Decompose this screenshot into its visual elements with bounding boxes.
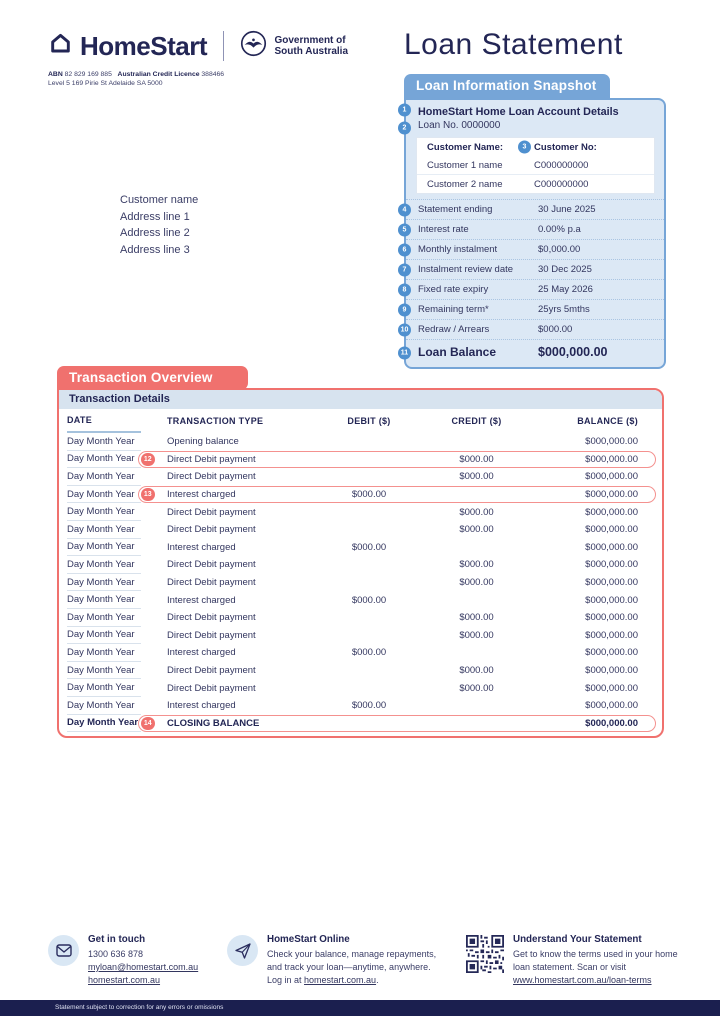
tx-credit: $000.00 [459,559,494,571]
tx-type: CLOSING BALANCE [167,717,260,729]
numbered-badge: 2 [398,121,411,134]
tx-date: Day Month Year [67,591,141,609]
tx-credit: $000.00 [459,629,494,641]
tx-date: Day Month Year [67,539,141,557]
tx-date: Day Month Year [67,486,141,504]
transaction-overview [57,366,664,738]
tx-date: Day Month Year [67,662,141,680]
field-label: Monthly instalment [418,244,498,255]
snapshot-panel [400,98,666,369]
table-row [59,451,662,469]
tx-date: Day Month Year [67,468,141,486]
column-header-credit: CREDIT ($) [451,416,502,426]
callout-badge: 13 [141,488,155,502]
sa-government-emblem-icon [240,30,267,62]
table-row [59,609,662,627]
transaction-overview-header: Transaction Overview [57,366,248,390]
customer-no: C000000000 [534,178,589,190]
tx-debit: $000.00 [351,700,387,712]
field-label: Redraw / Arrears [418,324,490,335]
tx-date: Day Month Year [67,433,141,451]
loan-information-snapshot [400,74,666,369]
snapshot-field-row [400,339,664,365]
contact-email-link[interactable]: myloan@homestart.com.au [88,962,199,972]
footer [0,933,720,999]
tx-credit: $000.00 [459,453,494,465]
callout-badge: 14 [141,717,155,731]
tx-date: Day Month Year [67,503,141,521]
customer-row [417,174,654,193]
numbered-badge: 4 [398,203,411,216]
tx-date: Day Month Year [67,451,141,469]
table-row [59,539,662,557]
table-row [59,521,662,539]
tx-balance: $000,000.00 [585,524,638,536]
page-title: Loan Statement [404,28,623,61]
tx-debit: $000.00 [351,594,387,606]
footer-understand [466,933,678,987]
table-row [59,715,662,733]
field-label: Instalment review date [418,264,514,275]
numbered-badge: 10 [398,323,411,336]
customer-table-header [417,138,654,156]
table-row [59,556,662,574]
table-header-row [59,409,662,433]
tx-credit: $000.00 [459,577,494,589]
gov-wordmark: Government of South Australia [274,34,349,57]
field-value: 25yrs 5mths [538,304,590,315]
online-line: Check your balance, manage repayments, [267,949,437,959]
tx-balance: $000,000.00 [585,647,638,659]
table-row [59,697,662,715]
abn-licence-line: ABN 82 829 169 885 Australian Credit Licence 388466 [48,71,225,78]
contact-heading: Get in touch [88,934,146,945]
brand-name: HomeStart [80,30,207,61]
envelope-icon [48,935,79,966]
recipient-name: Customer name [120,194,199,206]
tx-type: Direct Debit payment [167,471,256,483]
tx-type: Direct Debit payment [167,665,256,677]
recipient-address-line: Address line 1 [120,210,190,223]
tx-type: Opening balance [167,436,239,448]
callout-badge: 12 [141,453,155,467]
tx-date: Day Month Year [67,521,141,539]
snapshot-fields [400,199,664,365]
snapshot-header: Loan Information Snapshot [404,74,610,98]
numbered-badge: 1 [398,103,411,116]
field-value: $000.00 [538,324,573,335]
tx-date: Day Month Year [67,574,141,592]
customer-name: Customer 1 name [427,159,503,171]
field-value: 30 Dec 2025 [538,264,592,275]
snapshot-field-row [402,239,664,259]
tx-balance: $000,000.00 [585,541,638,553]
disclaimer-bar [0,1000,720,1016]
tx-credit: $000.00 [459,612,494,624]
snapshot-field-row [402,199,664,219]
tx-debit: $000.00 [351,541,387,553]
column-header-balance: BALANCE ($) [577,416,638,426]
field-value: 30 June 2025 [538,204,596,215]
table-row [59,662,662,680]
tx-date: Day Month Year [67,679,141,697]
column-header-debit: DEBIT ($) [347,416,391,426]
numbered-badge: 5 [398,223,411,236]
online-heading: HomeStart Online [267,934,350,945]
tx-debit: $000.00 [351,489,387,501]
tx-date: Day Month Year [67,644,141,662]
tx-balance: $000,000.00 [585,577,638,589]
online-line: and track your loan—anytime, anywhere. [267,962,431,972]
tx-debit: $000.00 [351,647,387,659]
snapshot-field-row [400,319,664,339]
tx-balance: $000,000.00 [585,665,638,677]
tx-balance: $000,000.00 [585,612,638,624]
tx-date: Day Month Year [67,556,141,574]
tx-balance: $000,000.00 [585,506,638,518]
customer-table [416,137,655,194]
tx-type: Direct Debit payment [167,453,256,465]
tx-type: Direct Debit payment [167,612,256,624]
tx-type: Direct Debit payment [167,559,256,571]
numbered-badge: 7 [398,263,411,276]
field-value: 0.00% p.a [538,224,581,235]
table-row [59,627,662,645]
tx-credit: $000.00 [459,524,494,536]
disclaimer-text: Statement subject to correction for any errors or omissions [55,1004,224,1011]
tx-balance: $000,000.00 [585,682,638,694]
table-row [59,468,662,486]
loan-terms-link[interactable]: www.homestart.com.au/loan-terms [513,975,652,985]
tx-type: Interest charged [167,489,236,501]
understand-line: loan statement. Scan or visit [513,962,627,972]
numbered-badge: 9 [398,303,411,316]
tx-type: Direct Debit payment [167,682,256,694]
tx-credit: $000.00 [459,682,494,694]
tx-type: Direct Debit payment [167,629,256,641]
table-row [59,591,662,609]
snapshot-field-row [402,259,664,279]
loan-number: 2 Loan No. 0000000 [406,119,664,136]
tx-type: Direct Debit payment [167,524,256,536]
customer-no-header: 3 Customer No: [534,142,646,153]
tx-type: Interest charged [167,700,236,712]
numbered-badge: 6 [398,243,411,256]
numbered-badge: 11 [398,346,411,359]
field-label: Statement ending [418,204,493,215]
tx-type: Direct Debit payment [167,506,256,518]
field-label: Loan Balance [418,345,497,359]
table-row [59,503,662,521]
tx-date: Day Month Year [67,609,141,627]
snapshot-field-row [402,219,664,239]
transaction-details-bar: Transaction Details [59,390,662,409]
tx-date: Day Month Year [67,627,141,645]
table-row [59,644,662,662]
footer-contact [48,933,198,987]
tx-balance: $000,000.00 [585,629,638,641]
field-label: Remaining term* [418,304,489,315]
recipient-address-line: Address line 2 [120,227,190,239]
tx-credit: $000.00 [459,665,494,677]
column-header-type: TRANSACTION TYPE [167,416,264,426]
contact-phone: 1300 636 878 [88,949,144,959]
column-header-date: DATE [67,409,141,433]
understand-line: Get to know the terms used in your home [513,949,678,959]
field-value: $000,000.00 [538,345,608,359]
tx-credit: $000.00 [459,506,494,518]
table-row [59,574,662,592]
customer-row [417,156,654,174]
tx-balance: $000,000.00 [585,453,638,465]
footer-online: HomeStart Online Check your balance, manage repayments, and track your loan—anytime, anywhere. Log in at homestart.com.au. [227,933,436,987]
field-value: $0,000.00 [538,244,581,255]
tx-type: Interest charged [167,594,236,606]
qr-code [466,935,504,987]
numbered-badge: 8 [398,283,411,296]
office-address: Level 5 169 Pirie St Adelaide SA 5000 [48,80,163,87]
tx-type: Direct Debit payment [167,577,256,589]
tx-rows [59,433,662,732]
online-line: Log in at [267,975,305,985]
understand-heading: Understand Your Statement [513,934,642,945]
online-login-link[interactable]: homestart.com.au [304,975,377,985]
field-label: Fixed rate expiry [418,284,489,295]
customer-name: Customer 2 name [427,178,503,190]
field-label: Interest rate [418,224,469,235]
brand-block [48,30,348,87]
tx-date: Day Month Year [67,715,141,733]
account-details-heading: 1 HomeStart Home Loan Account Details [406,100,664,119]
snapshot-field-row [402,279,664,299]
brand-divider [223,31,225,61]
customer-no: C000000000 [534,159,589,171]
tx-date: Day Month Year [67,697,141,715]
tx-balance: $000,000.00 [585,594,638,606]
paper-plane-icon [227,935,258,966]
recipient-address-block [120,192,198,258]
customer-name-header: Customer Name: [427,141,504,153]
tx-type: Interest charged [167,647,236,659]
table-row [59,433,662,451]
house-icon [48,31,73,61]
numbered-badge: 3 [518,141,531,154]
recipient-address-line: Address line 3 [120,243,190,256]
snapshot-field-row [402,299,664,319]
tx-balance: $000,000.00 [585,489,638,501]
tx-credit: $000.00 [459,471,494,483]
field-value: 25 May 2026 [538,284,593,295]
tx-balance: $000,000.00 [585,471,638,483]
table-row [59,679,662,697]
tx-type: Interest charged [167,541,236,553]
table-row [59,486,662,504]
transaction-panel [57,388,664,738]
tx-balance: $000,000.00 [585,700,638,712]
tx-balance: $000,000.00 [585,436,638,448]
tx-balance: $000,000.00 [585,559,638,571]
contact-web-link[interactable]: homestart.com.au [88,975,161,985]
customer-rows [417,156,654,193]
tx-balance: $000,000.00 [585,717,638,729]
